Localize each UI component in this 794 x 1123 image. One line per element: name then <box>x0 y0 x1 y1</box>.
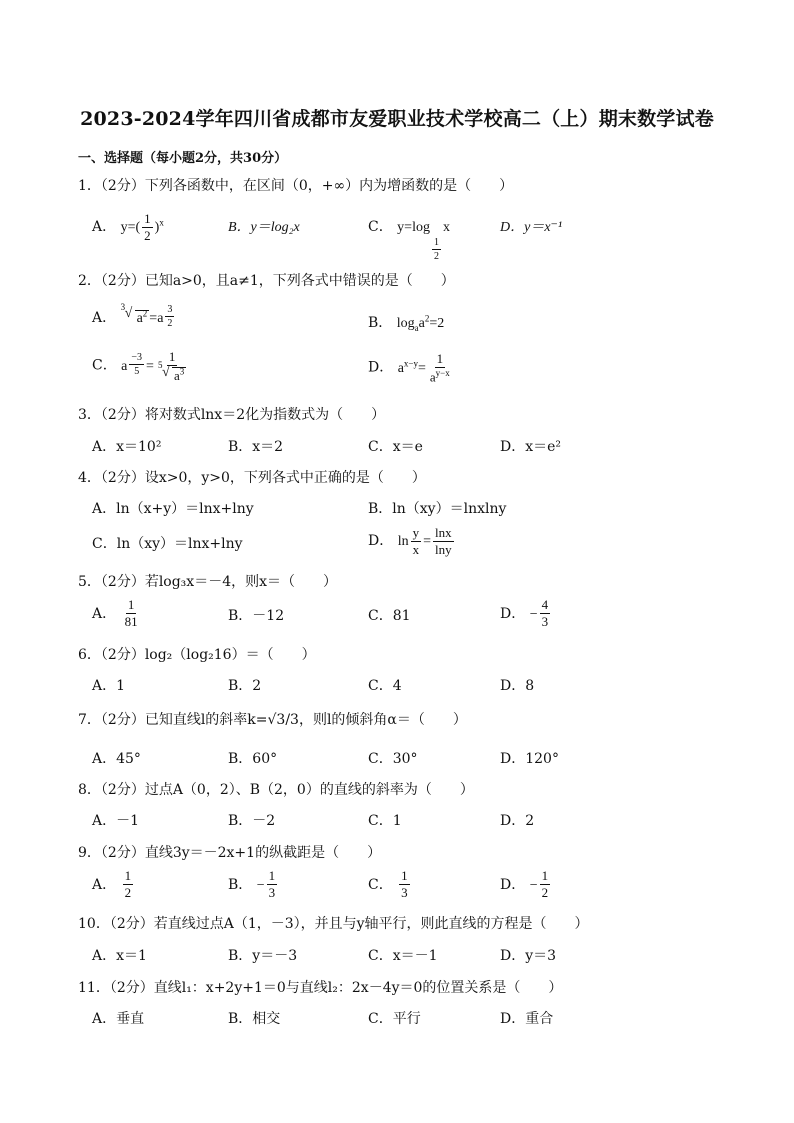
option-b-formula <box>396 313 445 333</box>
question-9-stem: 9．（2分）直线3y＝－2x+1的纵截距是（ ） <box>78 845 382 861</box>
fraction <box>123 598 140 630</box>
fraction <box>156 350 188 383</box>
numerator: 1 <box>540 869 551 885</box>
numerator: 1 <box>433 237 439 248</box>
log-text: log <box>396 316 415 331</box>
denominator: 2 <box>167 318 173 329</box>
formula-prefix: y=log <box>397 220 430 235</box>
radical <box>157 360 186 383</box>
fraction <box>428 352 452 385</box>
formula-mid: =a <box>149 311 164 326</box>
numerator: y <box>411 526 422 542</box>
numerator: lnx <box>433 526 454 542</box>
question-10-option-b[interactable]: B．y＝－3 <box>228 948 298 964</box>
question-11-option-c[interactable]: C．平行 <box>368 1011 421 1027</box>
question-2-option-b[interactable] <box>368 312 444 333</box>
question-8-option-b[interactable]: B．－2 <box>228 813 276 829</box>
option-c-formula <box>121 349 190 383</box>
question-10-option-a[interactable]: A．x＝1 <box>92 948 147 964</box>
numerator: 1 <box>142 212 153 228</box>
question-11-stem: 11．（2分）直线l₁：x+2y+1＝0与直线l₂：2x－4y＝0的位置关系是（ ） <box>78 980 563 996</box>
log-arg: a <box>418 316 425 331</box>
question-5-option-c[interactable]: C．81 <box>368 608 411 624</box>
minus-sign: − <box>131 351 138 363</box>
question-3-option-c[interactable]: C．x＝e <box>368 439 423 455</box>
question-5-option-b[interactable]: B．－12 <box>228 608 285 624</box>
radical <box>120 302 150 327</box>
question-7-option-a[interactable]: A．45° <box>92 751 141 767</box>
equals: = <box>423 534 431 550</box>
denominator-exponent: y−x <box>435 368 450 379</box>
question-6-option-c[interactable]: C．4 <box>368 678 402 694</box>
question-11-option-b[interactable]: B．相交 <box>228 1011 281 1027</box>
option-label: D． <box>368 533 394 550</box>
question-6-stem: 6．（2分）log₂（log₂16）＝（ ） <box>78 647 316 663</box>
option-label: D． <box>500 876 526 893</box>
question-4-option-a[interactable]: A．ln（x+y）＝lnx+lny <box>92 501 254 517</box>
question-7-option-b[interactable]: B．60° <box>228 751 278 767</box>
minus-sign: − <box>529 606 538 622</box>
fraction <box>142 212 153 244</box>
section-heading: 一、选择题（每小题2分，共30分） <box>78 151 288 166</box>
fraction <box>540 869 551 901</box>
option-label: A． <box>92 876 117 893</box>
denominator: 2 <box>124 885 132 901</box>
question-2-option-d[interactable] <box>368 352 454 385</box>
numerator: 4 <box>540 598 551 614</box>
numerator-value: 3 <box>137 351 143 363</box>
exponent: x−y <box>403 358 418 369</box>
fraction <box>267 869 278 901</box>
question-2-option-c[interactable] <box>92 350 190 383</box>
radicand <box>172 367 186 383</box>
fraction <box>123 869 134 901</box>
formula-suffix: =2 <box>429 316 445 331</box>
question-8-option-a[interactable]: A．－1 <box>92 813 140 829</box>
exponent: x <box>159 217 164 228</box>
option-label: B． <box>368 315 393 331</box>
question-6-option-b[interactable]: B．2 <box>228 678 262 694</box>
radicand-base: a <box>173 367 180 383</box>
fraction-base <box>432 237 441 262</box>
option-label: B． <box>228 876 253 893</box>
denominator: 2 <box>433 251 439 262</box>
option-label: D． <box>368 359 394 376</box>
fraction <box>433 526 454 558</box>
question-10-option-c[interactable]: C．x＝－1 <box>368 948 438 964</box>
numerator: 1 <box>267 869 278 885</box>
question-9-option-b[interactable] <box>228 869 279 901</box>
question-5-option-d[interactable] <box>500 598 552 630</box>
numerator: 1 <box>126 598 137 614</box>
question-1-stem: 1．（2分）下列各函数中，在区间（0，+∞）内为增函数的是（ ） <box>78 178 514 194</box>
question-1-option-c[interactable] <box>368 216 450 262</box>
radicand <box>135 310 150 326</box>
denominator: 2 <box>541 885 549 901</box>
question-9-option-c[interactable] <box>368 869 412 901</box>
option-label: C． <box>368 876 393 893</box>
option-label: A． <box>92 310 117 326</box>
option-label: D． <box>500 605 526 622</box>
question-3-option-b[interactable]: B．x＝2 <box>228 439 284 455</box>
question-8-stem: 8．（2分）过点A（0，2）、B（2，0）的直线的斜率为（ ） <box>78 782 474 798</box>
question-1-option-b[interactable]: B．y＝log₂x <box>228 220 300 235</box>
radicand-exponent: 2 <box>142 308 148 319</box>
numerator <box>129 352 144 365</box>
fraction <box>399 869 410 901</box>
question-10-option-d[interactable]: D．y＝3 <box>500 948 557 964</box>
option-label: A． <box>92 605 117 622</box>
question-3-option-a[interactable]: A．x＝10² <box>92 439 162 455</box>
question-11-option-a[interactable]: A．垂直 <box>92 1011 145 1027</box>
radicand-exponent: 3 <box>179 366 185 377</box>
question-4-stem: 4．（2分）设x>0，y>0，下列各式中正确的是（ ） <box>78 470 426 486</box>
formula-prefix: ln <box>397 534 409 550</box>
question-4-option-d[interactable] <box>368 526 456 558</box>
denominator: 81 <box>124 614 138 630</box>
question-7-option-c[interactable]: C．30° <box>368 751 418 767</box>
question-2-stem: 2．（2分）已知a>0，且a≠1，下列各式中错误的是（ ） <box>78 273 455 289</box>
formula-suffix: x <box>442 220 450 235</box>
denominator: 3 <box>268 885 276 901</box>
exponent-fraction <box>129 352 144 377</box>
question-7-stem: 7．（2分）已知直线l的斜率k=√3/3，则l的倾斜角α＝（ ） <box>78 712 467 728</box>
denominator: lny <box>434 542 452 558</box>
numerator: 1 <box>167 350 178 366</box>
minus-sign: − <box>256 877 265 893</box>
fraction <box>540 598 551 630</box>
root-index: 3 <box>120 302 126 313</box>
formula-suffix: ) <box>154 220 160 236</box>
radical-sign: √ <box>161 365 170 381</box>
option-a-formula <box>120 211 164 244</box>
minus-sign: − <box>529 877 538 893</box>
question-9-option-d[interactable] <box>500 869 552 901</box>
denominator <box>156 360 188 383</box>
option-d-formula <box>397 351 454 385</box>
exam-title: 2023-2024学年四川省成都市友爱职业技术学校高二（上）期末数学试卷 <box>80 108 714 130</box>
numerator: 1 <box>123 869 134 885</box>
radicand-base: a <box>136 311 143 326</box>
denominator: 3 <box>541 614 549 630</box>
option-d-formula <box>397 525 456 558</box>
question-8-option-c[interactable]: C．1 <box>368 813 402 829</box>
base: a <box>397 360 404 376</box>
question-1-option-a[interactable] <box>92 212 164 244</box>
denominator: 3 <box>401 885 408 901</box>
question-9-option-a[interactable] <box>92 869 135 901</box>
root-index: 5 <box>157 360 163 371</box>
option-label: C． <box>92 357 117 374</box>
radical-sign: √ <box>124 306 133 322</box>
denominator-base: a <box>429 369 436 385</box>
question-7-option-d[interactable]: D．120° <box>500 751 559 767</box>
option-label: A． <box>92 219 117 236</box>
numerator: 3 <box>167 304 173 315</box>
denominator <box>428 368 452 385</box>
equals: = <box>417 360 426 376</box>
question-1-option-d[interactable]: D．y＝x⁻¹ <box>500 220 563 235</box>
numerator: 1 <box>435 352 446 368</box>
question-5-stem: 5．（2分）若log₃x＝－4，则x＝（ ） <box>78 574 337 590</box>
question-3-option-d[interactable]: D．x＝e² <box>500 439 562 455</box>
numerator: 1 <box>399 869 410 885</box>
question-8-option-d[interactable]: D．2 <box>500 813 535 829</box>
option-a-formula <box>120 302 177 329</box>
denominator: x <box>412 542 420 558</box>
question-4-option-c[interactable]: C．ln（xy）＝lnx+lny <box>92 536 243 552</box>
question-4-option-b[interactable]: B．ln（xy）＝lnxlny <box>368 501 507 517</box>
question-10-stem: 10．（2分）若直线过点A（1，－3），并且与y轴平行，则此直线的方程是（ ） <box>78 916 589 932</box>
formula-prefix: y=( <box>120 220 141 236</box>
option-label: C． <box>368 219 393 235</box>
fraction <box>411 526 422 558</box>
denominator: 5 <box>134 365 140 377</box>
exponent-fraction <box>165 304 174 329</box>
question-6-option-a[interactable]: A．1 <box>92 678 126 694</box>
question-11-option-d[interactable]: D．重合 <box>500 1011 554 1027</box>
base: a <box>121 358 128 374</box>
option-c-formula <box>397 220 450 262</box>
denominator: 2 <box>144 228 151 244</box>
question-3-stem: 3．（2分）将对数式lnx＝2化为指数式为（ ） <box>78 407 386 423</box>
log-base: a <box>414 322 419 333</box>
question-5-option-a[interactable] <box>92 598 142 630</box>
equals: = <box>146 358 154 374</box>
exponent: 2 <box>424 313 430 324</box>
question-6-option-d[interactable]: D．8 <box>500 678 535 694</box>
question-2-option-a[interactable] <box>92 304 176 329</box>
